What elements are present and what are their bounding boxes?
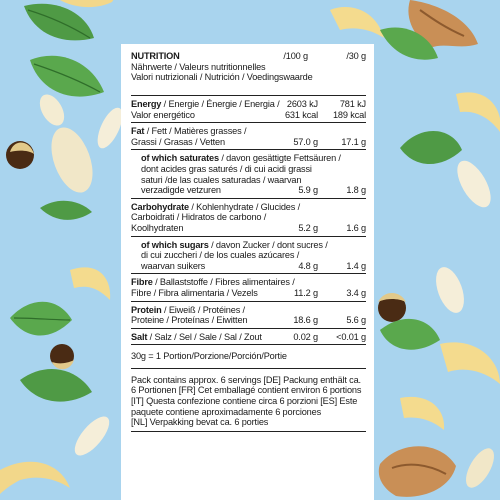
sugars-line3: waarvan suikers	[141, 260, 206, 271]
sugars-30: 1.4 g	[346, 260, 366, 271]
carbohydrate-line2: Carboidrati / Hidratos de carbono /	[131, 212, 267, 223]
energy-label-rest: / Energie / Énergie / Energia /	[161, 99, 280, 109]
almond-icon	[35, 90, 69, 129]
cashew-icon	[330, 7, 384, 38]
carbohydrate-30: 1.6 g	[346, 222, 366, 233]
cashew-icon	[440, 342, 500, 384]
protein-row	[131, 302, 366, 328]
leaf-icon	[20, 369, 92, 402]
pack-line: paquete contiene aproximadamente 6 porciones	[131, 406, 322, 417]
fat-label-bold: Fat	[131, 126, 145, 137]
energy-kcal-100: 631 kcal	[284, 109, 318, 120]
fibre-label-rest: / Ballaststoffe / Fibres alimentaires /	[152, 277, 295, 288]
hazelnut-icon	[50, 344, 74, 369]
cashew-icon	[400, 397, 444, 430]
sugars-row	[131, 237, 366, 274]
carbohydrate-line3: Koolhydraten	[131, 222, 184, 233]
pack-line: [IT] Questa confezione contiene circa 6 porzioni [ES] Este	[131, 396, 358, 407]
leaf-icon	[40, 201, 92, 220]
nutrition-panel	[121, 44, 374, 500]
carbohydrate-label-bold: Carbohydrate	[131, 201, 189, 212]
energy-label-bold: Energy	[131, 99, 162, 109]
pack-info	[131, 375, 366, 428]
almond-icon	[43, 122, 100, 198]
nutrition-subtitle-2: Valori nutrizionali / Nutrición / Voedingswaarde	[131, 72, 313, 83]
protein-label-bold: Protein	[131, 304, 162, 315]
divider	[131, 344, 366, 345]
salt-100: 0.02 g	[293, 331, 318, 342]
fibre-row	[131, 274, 366, 300]
fibre-label-bold: Fibre	[131, 277, 153, 288]
fat-100: 57.0 g	[293, 136, 318, 147]
leaf-icon	[30, 56, 104, 97]
leaf-icon	[400, 131, 462, 164]
pack-line: Pack contains approx. 6 servings [DE] Packung enthält ca.	[131, 374, 361, 385]
hazelnut-icon	[378, 293, 406, 322]
protein-line2: Proteine / Proteínas / Eiwitten	[131, 315, 248, 326]
energy-kj-30: 781 kJ	[339, 99, 366, 109]
fat-label-line2: Grassi / Grasas / Vetten	[131, 136, 225, 147]
salt-label-rest: / Salz / Sel / Sale / Sal / Zout	[147, 331, 262, 342]
energy-label-line2: Valor energético	[131, 109, 195, 120]
fibre-30: 3.4 g	[346, 287, 366, 298]
saturates-line4: verzadigde vetzuren	[141, 185, 221, 196]
sugars-label-rest: / davon Zucker / dont sucres /	[208, 239, 328, 250]
leaf-icon	[380, 319, 440, 350]
protein-label-rest: / Eiweiß / Protéines /	[161, 304, 245, 315]
portion-note: 30g = 1 Portion/Porzione/Porción/Portie	[131, 351, 287, 362]
cashew-icon	[456, 92, 500, 132]
almond-icon	[431, 263, 470, 316]
walnut-icon	[379, 446, 456, 497]
saturates-100: 5.9 g	[298, 185, 318, 196]
sugars-line2: di cui zuccheri / de los cuales azúcares /	[141, 250, 300, 261]
protein-100: 18.6 g	[293, 315, 318, 326]
sugars-label-bold: of which sugars	[141, 239, 209, 250]
saturates-30: 1.8 g	[346, 185, 366, 196]
per-30g-header: /30 g	[346, 51, 366, 61]
nutrition-title: NUTRITION	[131, 51, 180, 61]
almond-icon	[69, 411, 115, 461]
sugars-100: 4.8 g	[298, 260, 318, 271]
energy-kcal-30: 189 kcal	[332, 109, 366, 120]
cashew-icon	[70, 267, 110, 300]
leaf-icon	[10, 302, 72, 336]
fat-row	[131, 123, 366, 149]
divider	[131, 431, 366, 432]
salt-label-bold: Salt	[131, 331, 148, 342]
leaf-icon	[24, 4, 94, 41]
protein-30: 5.6 g	[346, 315, 366, 326]
cashew-icon	[58, 0, 116, 7]
saturates-row	[131, 150, 366, 197]
fat-label-rest: / Fett / Matières grasses /	[144, 126, 247, 137]
carbohydrate-100: 5.2 g	[298, 222, 318, 233]
cashew-icon	[0, 462, 70, 494]
hazelnut-icon	[6, 141, 34, 169]
salt-row	[131, 329, 366, 345]
pack-line: [NL] Verpakking bevat ca. 6 porties	[131, 417, 269, 428]
carbohydrate-label-rest: / Kohlenhydrate / Glucides /	[188, 201, 301, 212]
fibre-line2: Fibre / Fibra alimentaria / Vezels	[131, 287, 258, 298]
salt-30: <0.01 g	[336, 331, 366, 342]
almond-icon	[460, 444, 499, 492]
saturates-line2: dont acides gras saturés / di cui acidi grassi	[141, 163, 312, 174]
nutrition-subtitle-1: Nährwerte / Valeurs nutritionnelles	[131, 61, 266, 72]
saturates-label-bold: of which saturates	[141, 153, 219, 164]
saturates-line3: saturi /de las cuales saturadas / waarvan	[141, 174, 302, 185]
carbohydrate-row	[131, 199, 366, 236]
per-100g-header: /100 g	[283, 51, 308, 61]
fibre-100: 11.2 g	[294, 287, 318, 298]
energy-row	[131, 96, 366, 122]
saturates-label-rest: / davon gesättigte Fettsäuren /	[218, 153, 341, 164]
energy-kj-100: 2603 kJ	[286, 99, 318, 109]
nutrition-header	[131, 51, 366, 95]
divider	[131, 368, 366, 369]
almond-icon	[451, 155, 498, 212]
pack-line: 6 Portionen [FR] Cet emballagé contient environ 6 portions	[131, 385, 362, 396]
fat-30: 17.1 g	[341, 136, 366, 147]
